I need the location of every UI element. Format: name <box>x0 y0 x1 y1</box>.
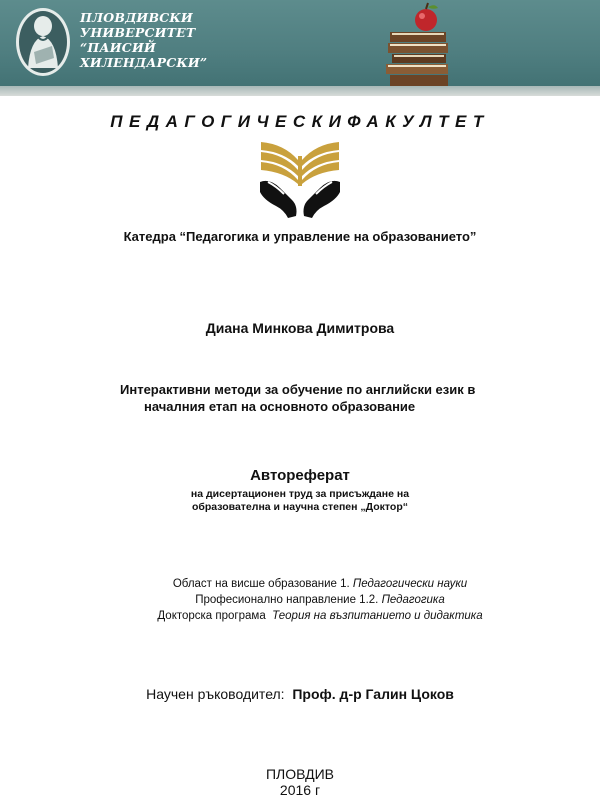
field-area-value: Педагогически науки <box>352 578 468 590</box>
field-program-label: Докторска програма <box>157 610 266 622</box>
department-name: Катедра “Педагогика и управление на образованието” <box>123 229 477 244</box>
university-name-line-3: “ПАИСИЙ <box>80 40 156 55</box>
field-program-value: Теория на възпитанието и дидактика <box>272 610 483 622</box>
author-name: Диана Минкова Димитрова <box>205 320 395 336</box>
place-and-year <box>0 766 600 798</box>
year: 2016 г <box>279 782 321 798</box>
supervisor-name: Проф. д-р Галин Цоков <box>292 686 454 702</box>
supervisor-label: Научен ръководител: <box>146 686 285 702</box>
abstract-subtitle-line-2: образователна и научна степен „Доктор“ <box>191 501 409 513</box>
field-direction-value: Педагогика <box>381 594 445 606</box>
paisiy-seal-icon <box>14 6 72 78</box>
faculty-logo-icon <box>258 138 342 220</box>
university-name <box>80 10 207 70</box>
banner-bottom-strip <box>0 86 600 96</box>
university-banner <box>0 0 600 96</box>
books-and-apple-icon <box>382 2 452 86</box>
field-direction <box>120 592 520 608</box>
university-name-line-2: УНИВЕРСИТЕТ <box>80 25 196 40</box>
field-area-label: Област на висше образование 1. <box>172 578 350 590</box>
faculty-title: ПЕДАГОГИЧЕСКИФАКУЛТЕТ <box>110 112 490 131</box>
field-area <box>120 576 520 592</box>
abstract-title: Автореферат <box>250 467 350 484</box>
abstract-subtitle-line-1: на дисертационен труд за присъждане на <box>190 488 410 500</box>
abstract-subtitle <box>0 488 600 514</box>
university-name-line-1: ПЛОВДИВСКИ <box>80 10 193 25</box>
university-name-line-4: ХИЛЕНДАРСКИ” <box>80 55 208 70</box>
thesis-title <box>120 381 520 415</box>
field-of-study <box>120 576 520 624</box>
field-direction-label: Професионално направление 1.2. <box>195 594 379 606</box>
city: ПЛОВДИВ <box>265 766 335 782</box>
supervisor <box>0 686 600 702</box>
thesis-title-line-2: началния етап на основното образование <box>144 399 416 414</box>
thesis-title-line-1: Интерактивни методи за обучение по английски език в <box>120 382 476 397</box>
field-program <box>120 608 520 624</box>
